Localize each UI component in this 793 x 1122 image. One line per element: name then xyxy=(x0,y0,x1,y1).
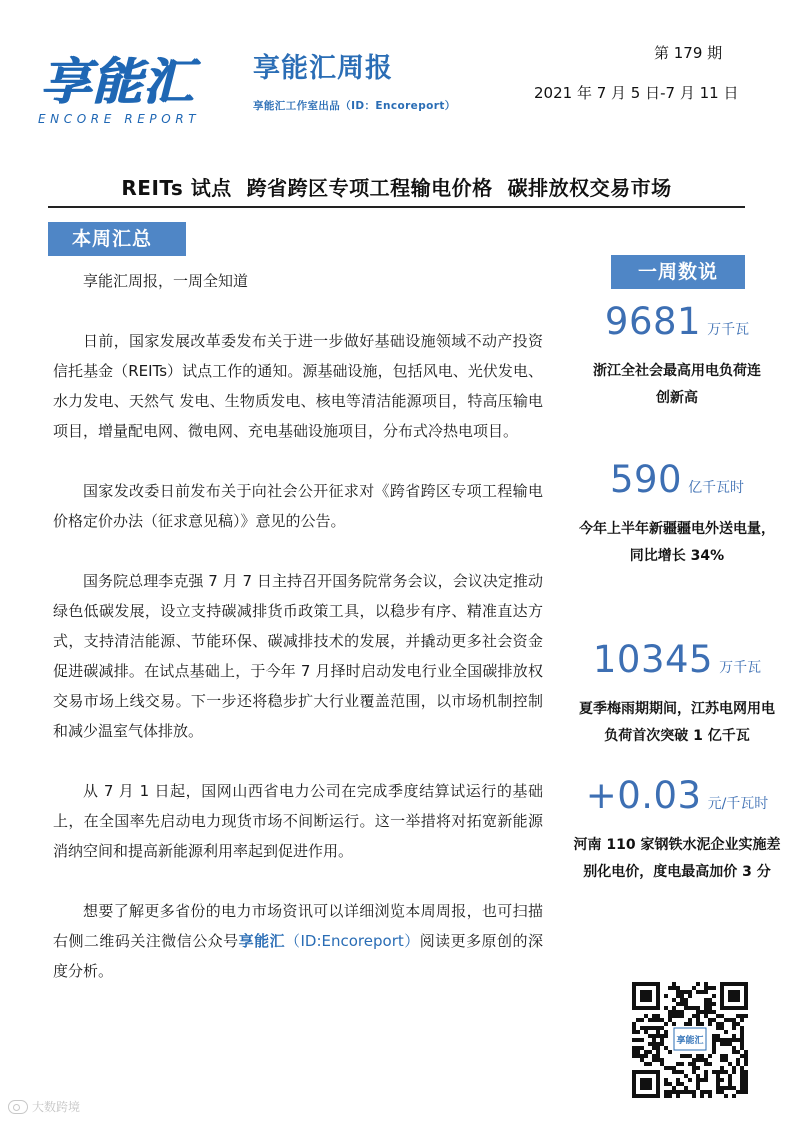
stat-henan-price xyxy=(566,774,788,886)
summary-paragraph-reits: 日前，国家发展改革委发布关于进一步做好基础设施领域不动产投资信托基金（REITs）试点工作的通知。源基础设施，包括风电、光伏发电、水力发电、天然气 发电、生物质发电、核电等清洁能源项目，特高压输电项目，增量配电网、微电网、充电基础设施项目，分布式冷热电项目。 xyxy=(53,332,543,440)
stat-xinjiang-export xyxy=(566,458,788,570)
summary-intro: 享能汇周报，一周全知道 xyxy=(83,272,249,290)
stat-value: 10345 xyxy=(592,638,714,681)
watermark xyxy=(8,1098,80,1115)
summary-closing xyxy=(53,896,543,986)
summary-paragraph-shanxi-spot: 从 7 月 1 日起，国网山西省电力公司在完成季度结算试运行的基础上，在全国率先启动电力现货市场不间断运行。这一举措将对拓宽新能源消纳空间和提高新能源利用率起到促进作用。 xyxy=(53,782,543,860)
stat-value: 9681 xyxy=(604,300,702,343)
report-subtitle: 享能汇工作室出品（ID：Encoreport） xyxy=(253,100,456,112)
issue-number: 第 179 期 xyxy=(654,44,723,62)
stat-unit: 元/千瓦时 xyxy=(707,796,769,812)
brand-logo xyxy=(36,52,226,132)
stat-description: 浙江全社会最高用电负荷连创新高 xyxy=(593,363,761,406)
closing-text: 想要了解更多省份的电力市场资讯可以详细浏览本周周报，也可扫描右侧二维码关注微信公众号 xyxy=(53,902,543,950)
summary-section-label: 本周汇总 xyxy=(48,222,186,256)
summary-body xyxy=(53,266,543,986)
stat-zhejiang-load xyxy=(566,300,788,412)
stat-unit: 万千瓦 xyxy=(707,322,750,338)
qr-center-logo: 享能汇 xyxy=(676,1036,704,1046)
stat-value: 590 xyxy=(609,458,683,501)
watermark-text: 大数跨境 xyxy=(32,1100,81,1114)
issue-date-range: 2021 年 7 月 5 日-7 月 11 日 xyxy=(534,84,739,102)
stat-description: 夏季梅雨期期间，江苏电网用电负荷首次突破 1 亿千瓦 xyxy=(579,701,775,744)
stat-description: 今年上半年新疆疆电外送电量，同比增长 34% xyxy=(579,521,775,564)
headline-divider xyxy=(48,206,745,208)
stat-jiangsu-load xyxy=(566,638,788,750)
wechat-qr-code[interactable] xyxy=(630,980,750,1100)
closing-text-end: 阅读更多原创的深度分析。 xyxy=(53,932,543,980)
headline: REITs 试点 跨省跨区专项工程输电价格 碳排放权交易市场 xyxy=(121,176,672,200)
logo-subtext: ENCORE REPORT xyxy=(38,112,201,126)
wechat-account-link[interactable]: 享能汇 xyxy=(238,932,286,950)
summary-paragraph-transmission-price: 国家发改委日前发布关于向社会公开征求对《跨省跨区专项工程输电价格定价办法（征求意见稿）》意见的公告。 xyxy=(53,482,543,530)
stat-unit: 万千瓦 xyxy=(719,660,762,676)
report-title: 享能汇周报 xyxy=(253,53,393,84)
stat-value: +0.03 xyxy=(585,774,702,817)
wechat-id: （ID:Encoreport） xyxy=(285,932,420,950)
logo-text: 享能汇 xyxy=(40,53,193,111)
stats-section-label: 一周数说 xyxy=(611,255,745,289)
stat-description: 河南 110 家钢铁水泥企业实施差别化电价，度电最高加价 3 分 xyxy=(573,837,781,880)
stat-unit: 亿千瓦时 xyxy=(688,480,745,496)
summary-paragraph-carbon-market: 国务院总理李克强 7 月 7 日主持召开国务院常务会议，会议决定推动绿色低碳发展，设立支持碳减排货币政策工具，以稳步有序、精准直达方式，支持清洁能源、节能环保、碳减排技术的发展，并撬动更多社会资金促进碳减排。在试点基础上，于今年 7 月择时启动发电行业全国碳排放权交易市场上线交易。下一步还将稳步扩大行业覆盖范围，以市场机制控制和减少温室气体排放。 xyxy=(53,572,543,740)
watermark-icon xyxy=(8,1100,28,1114)
